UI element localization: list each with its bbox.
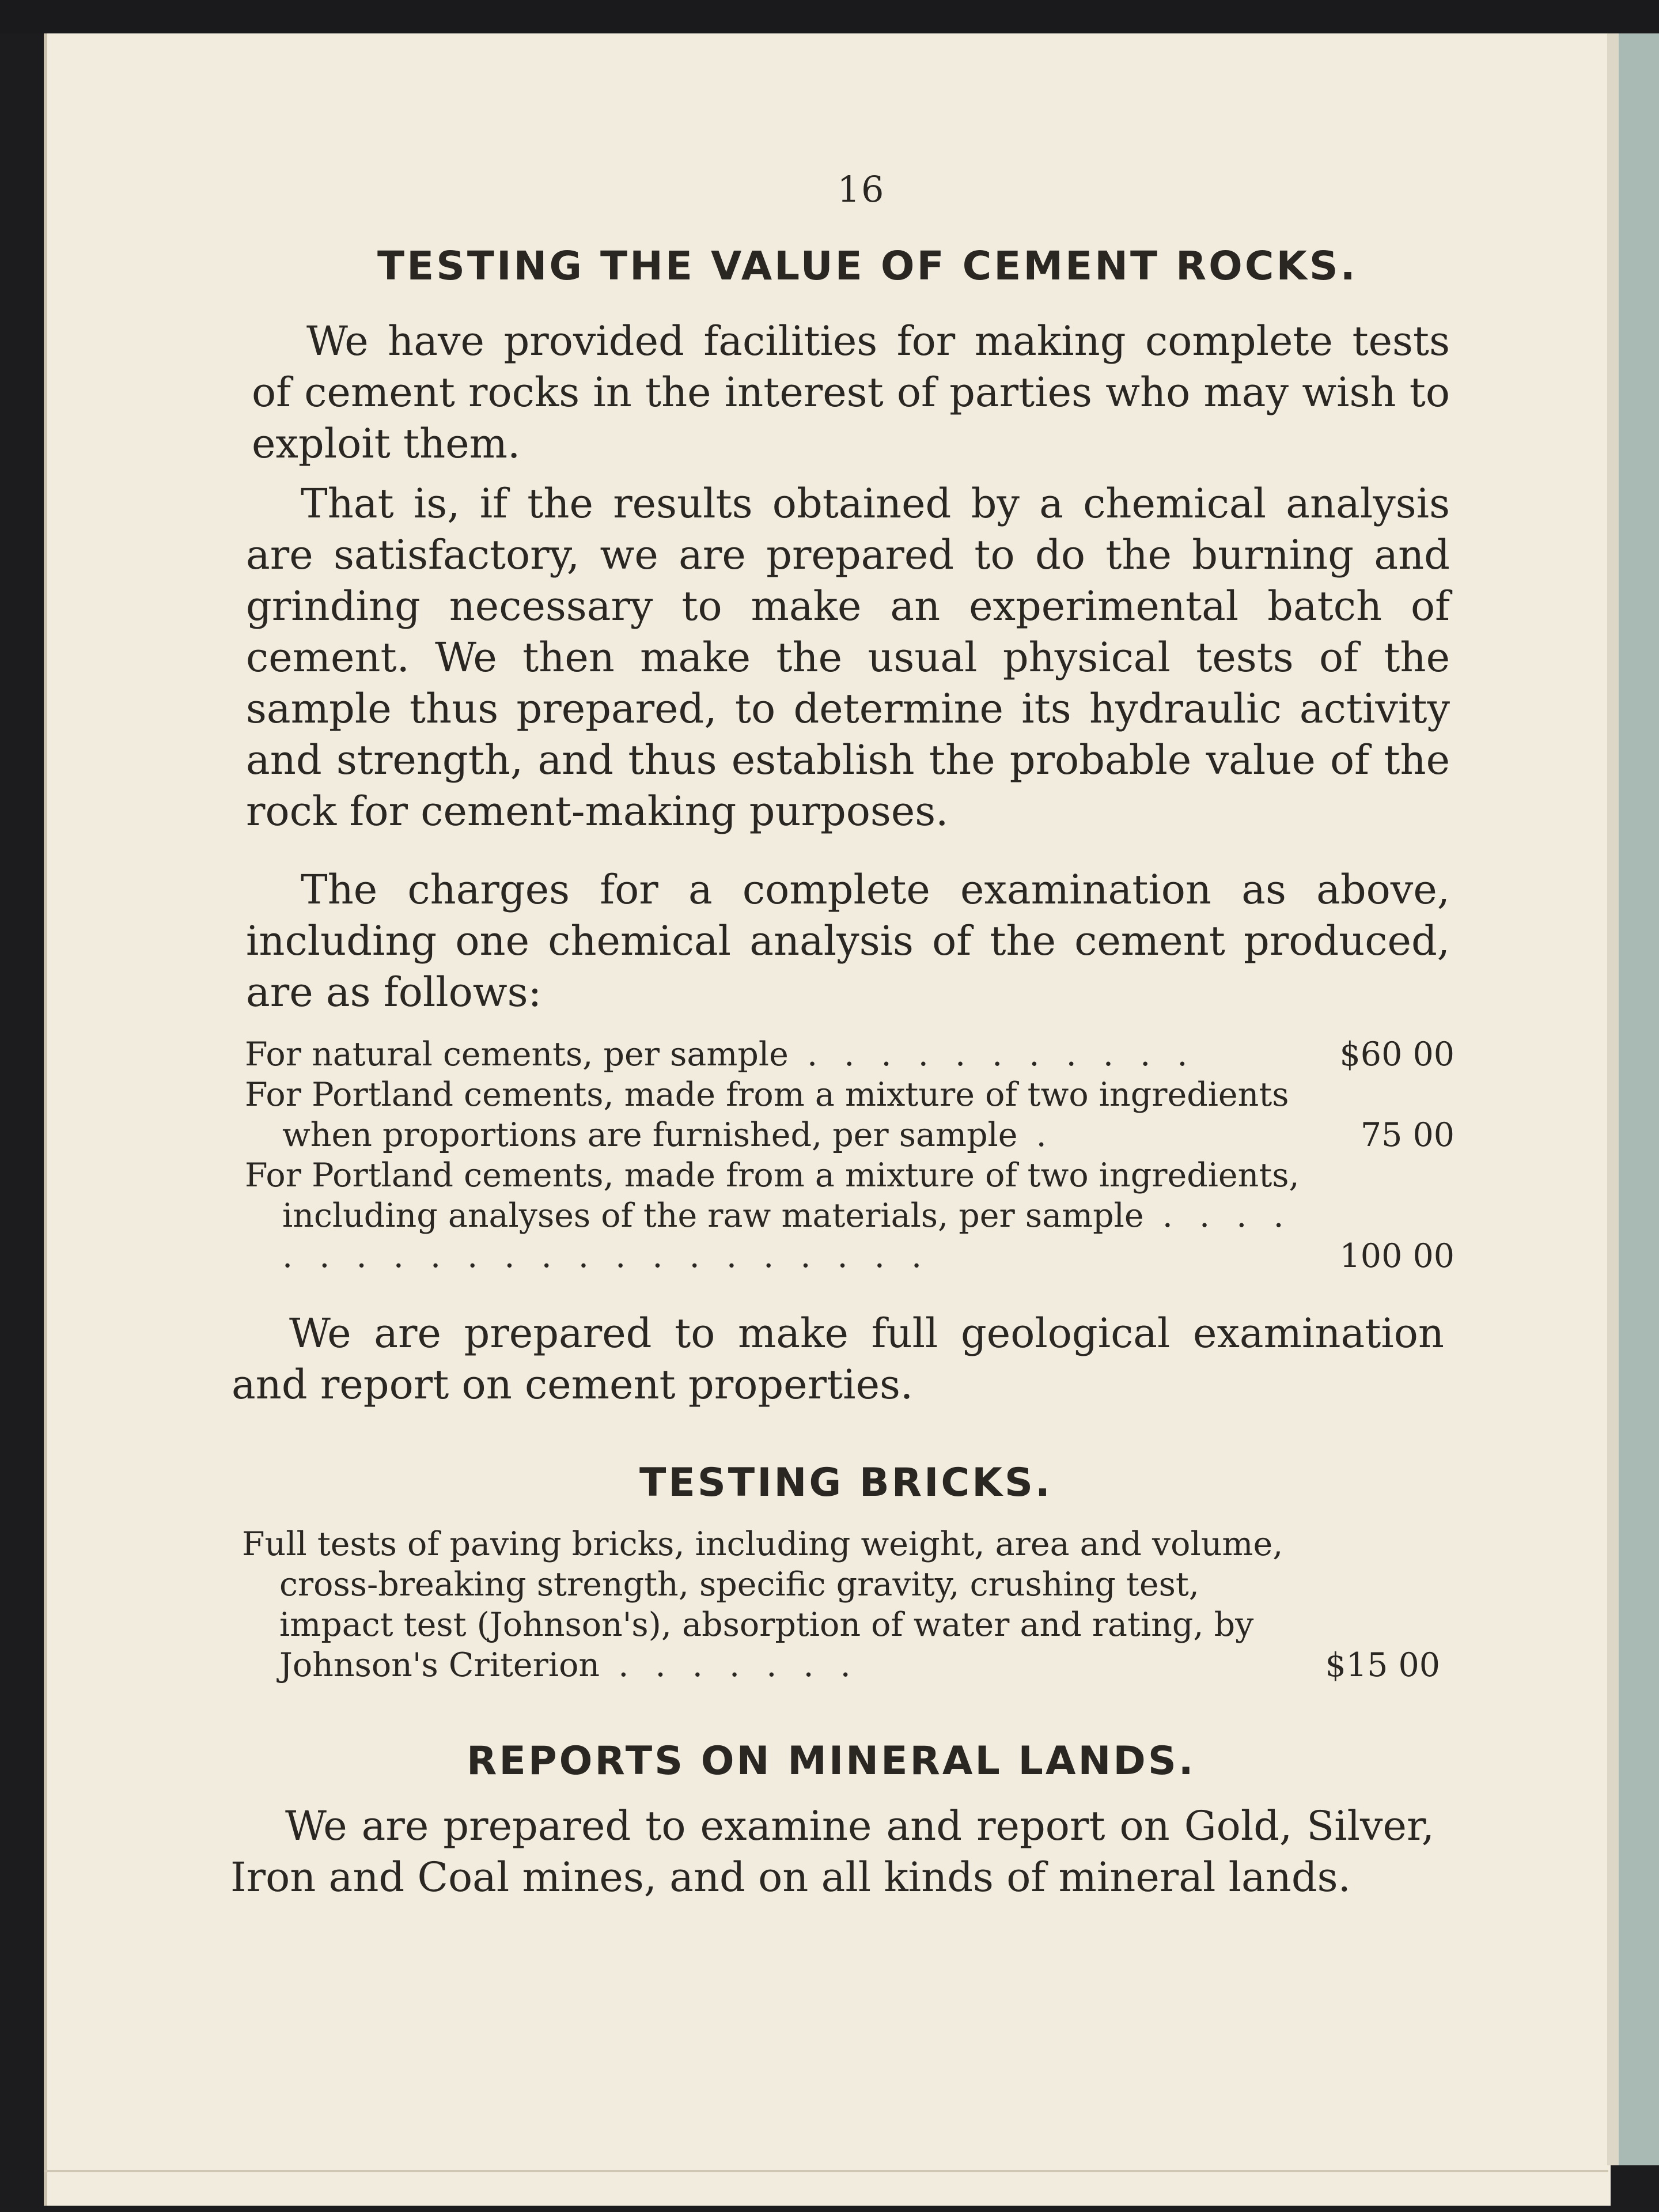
bricks-price-list [242, 1524, 1440, 1685]
leader-dots: . . . . . . . . . . . [788, 1035, 1196, 1073]
heading-reports-mineral-lands: REPORTS ON MINERAL LANDS. [467, 1738, 1196, 1784]
price-item-paving-bricks [242, 1524, 1440, 1685]
price-value: 100 00 [1339, 1237, 1455, 1275]
price-value: 75 00 [1360, 1116, 1455, 1154]
price-item-natural-cements [245, 1034, 1455, 1075]
price-item-description: For Portland cements, made from a mixture of two ingredients when proportions are furnished, per sample [245, 1076, 1289, 1154]
price-item-portland-proportions [245, 1075, 1455, 1155]
price-value: $60 00 [1339, 1035, 1455, 1073]
paragraph-mineral-lands: We are prepared to examine and report on Gold, Silver, Iron and Coal mines, and on all kinds of mineral lands. [230, 1802, 1434, 1901]
price-item-portland-analyses [245, 1155, 1455, 1276]
price-item-description: For natural cements, per sample [245, 1035, 789, 1073]
heading-testing-cement-rocks: TESTING THE VALUE OF CEMENT ROCKS. [377, 243, 1358, 289]
page-bottom-edge [44, 2170, 1608, 2172]
paragraph-procedure: That is, if the results obtained by a chemical analysis are satisfactory, we are prepared to do the burning and grinding necessary to make an experimental batch of cement. We then make the usual physical tests of the sample thus prepared, to determine its hydraulic activity and strength, and thus establish the probable value of the rock for cement-making purposes. [246, 480, 1450, 835]
heading-testing-bricks: TESTING BRICKS. [639, 1460, 1052, 1506]
paragraph-charges-intro: The charges for a complete examination as above, including one chemical analysis of the cement produced, are as follows: [246, 866, 1450, 1016]
paragraph-facilities: We have provided facilities for making complete tests of cement rocks in the interest of parties who may wish to exploit them. [252, 317, 1450, 467]
paragraph-geological-examination: We are prepared to make full geological examination and report on cement properties. [232, 1310, 1444, 1408]
page-number: 16 [837, 168, 885, 210]
cement-price-list [245, 1034, 1455, 1276]
leader-dots: . . . . . . . . . . . . . . . . . . . . . . [282, 1197, 1292, 1275]
scan-top-border [0, 0, 1659, 33]
price-value: $15 00 [1325, 1646, 1440, 1684]
leader-dots: . [1017, 1116, 1055, 1154]
price-item-description: For Portland cements, made from a mixture of two ingredients, including analyses of the raw materials, per sample [245, 1156, 1300, 1235]
price-item-description: Full tests of paving bricks, including weight, area and volume, cross-breaking strength, specific gravity, crushing test, impact test (Johnson's), absorption of water and rating, by Johnson's Criterion [242, 1525, 1283, 1684]
page-edge-shadow [1607, 33, 1619, 2165]
leader-dots: . . . . . . . [600, 1646, 859, 1684]
